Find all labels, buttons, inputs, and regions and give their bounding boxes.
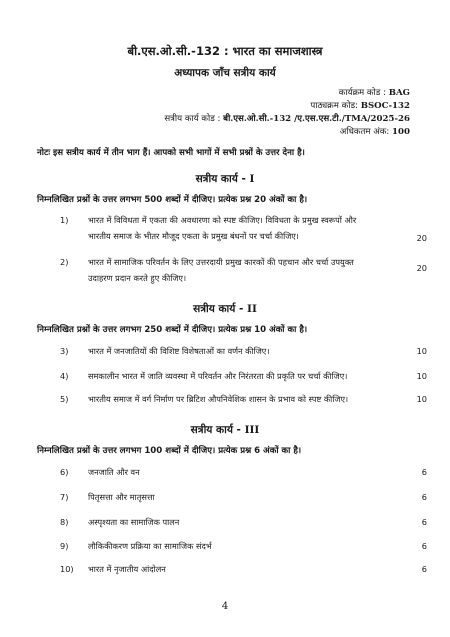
max-marks-value: 100: [392, 127, 410, 137]
question-number-1: 1): [60, 215, 69, 225]
question-marks-7: 6: [421, 492, 427, 502]
course-code-value: BSOC-132: [360, 101, 410, 111]
course-code-label: पाठ्यक्रम कोड:: [310, 101, 358, 111]
question-text-3: भारत में जनजातियों की विशिष्ट विशेषताओं का वर्णन कीजिए।: [88, 346, 270, 356]
section-heading-prefix: सत्रीय कार्य -: [190, 424, 241, 436]
question-number-8: 8): [60, 517, 69, 527]
question-text-8: अस्पृश्यता का सामाजिक पालन: [88, 517, 180, 527]
question-number-6: 6): [60, 467, 69, 477]
section-instruction-2: निम्नलिखित प्रश्नों के उत्तर लगभग 250 शब्दों में दीजिए। प्रत्येक प्रश्न 10 अंकों का है।: [37, 325, 308, 335]
question-number-5: 5): [60, 394, 69, 404]
section-heading-number: I: [249, 173, 255, 185]
section-heading-2: [0, 302, 450, 316]
section-heading-prefix: सत्रीय कार्य -: [193, 303, 244, 315]
programme-code-value: BAG: [388, 88, 410, 98]
question-text-2-line-2: उदाहरण प्रदान करते हुए कीजिए।: [88, 273, 187, 283]
question-number-9: 9): [60, 541, 69, 551]
question-marks-1: 20: [416, 233, 427, 243]
question-number-3: 3): [60, 346, 69, 356]
question-marks-3: 10: [416, 346, 427, 356]
document-title: बी.एस.ओ.सी.-132 : भारत का समाजशास्त्र: [127, 44, 323, 58]
document-subtitle: अध्यापक जाँच सत्रीय कार्य: [174, 67, 276, 79]
question-marks-10: 6: [421, 564, 427, 574]
section-instruction-1: निम्नलिखित प्रश्नों के उत्तर लगभग 500 शब्दों में दीजिए। प्रत्येक प्रश्न 20 अंकों का है।: [37, 195, 308, 205]
question-text-4: समकालीन भारत में जाति व्यवस्था में परिवर्तन और निरंतरता की प्रकृति पर चर्चा कीजिए।: [88, 371, 348, 381]
section-heading-number: III: [244, 424, 260, 436]
question-number-4: 4): [60, 371, 69, 381]
question-text-10: भारत में नृजातीय आंदोलन: [88, 564, 166, 574]
section-heading-1: [0, 172, 450, 186]
section-heading-3: [0, 423, 450, 437]
question-text-5: भारतीय समाज में वर्ग निर्माण पर ब्रिटिश औपनिवेशिक शासन के प्रभाव को स्पष्ट कीजिए।: [88, 394, 349, 404]
question-text-6: जनजाति और वन: [88, 467, 140, 477]
question-text-7: पितृसत्ता और मातृसत्ता: [88, 492, 155, 502]
question-marks-6: 6: [421, 467, 427, 477]
question-marks-9: 6: [421, 541, 427, 551]
section-heading-number: II: [247, 303, 257, 315]
question-marks-4: 10: [416, 371, 427, 381]
question-text-1-line-1: भारत में विविधता में एकता की अवधारणा को स्पष्ट कीजिए। विविधता के प्रमुख स्वरूपों और: [88, 215, 357, 225]
question-number-10: 10): [60, 564, 74, 574]
question-number-2: 2): [60, 257, 69, 267]
programme-code-label: कार्यक्रम कोड :: [338, 88, 386, 98]
section-heading-prefix: सत्रीय कार्य -: [195, 173, 246, 185]
course-code: [310, 99, 410, 111]
question-marks-5: 10: [416, 394, 427, 404]
question-text-2-line-1: भारत में सामाजिक परिवर्तन के लिए उत्तरदायी प्रमुख कारकों की पहचान और चर्चा उपयुक्त: [88, 257, 354, 267]
section-instruction-3: निम्नलिखित प्रश्नों के उत्तर लगभग 100 शब्दों में दीजिए। प्रत्येक प्रश्न 6 अंकों का है।: [37, 446, 302, 456]
question-text-1-line-2: भारतीय समाज के भीतर मौजूद एकता के प्रमुख बंधनों पर चर्चा कीजिए।: [88, 231, 299, 241]
page-number: 4: [221, 601, 229, 612]
programme-code: [339, 86, 410, 98]
question-number-7: 7): [60, 492, 69, 502]
note-text: नोटः इस सत्रीय कार्य में तीन भाग हैं। आपको सभी भागों में सभी प्रश्नों के उत्तर देना है।: [37, 148, 305, 158]
assignment-code-value: बी.एस.ओ.सी.-132 /ए.एस.एस.टी./TMA/2025-26: [223, 114, 410, 124]
question-marks-8: 6: [421, 517, 427, 527]
assignment-code-label: सत्रीय कार्य कोड :: [164, 114, 221, 124]
max-marks-label: अधिकतम अंक:: [339, 127, 390, 137]
assignment-code: [164, 112, 410, 124]
question-marks-2: 20: [416, 263, 427, 273]
max-marks: [340, 125, 410, 137]
question-text-9: लौकिकीकरण प्रक्रिया का सामाजिक संदर्भ: [88, 541, 212, 551]
